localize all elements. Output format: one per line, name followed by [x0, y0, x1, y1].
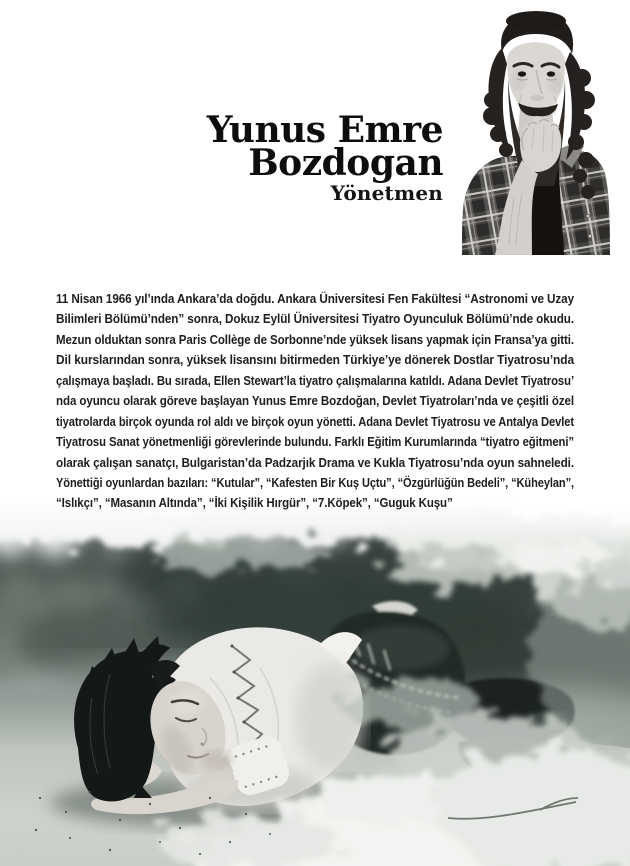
bio-line: “Islıkçı”, “Masanın Altında”, “İki Kişilik Hırgür”, “7.Köpek”, “Guguk Kuşu” [56, 495, 453, 511]
portrait-illustration [462, 8, 610, 255]
bio-line: olarak çalışan sanatçı, Bulgaristan’da Padzarjık Drama ve Kukla Tiyatrosu’nda oyun sahneledi. [56, 454, 574, 470]
bio-line: tiyatrolarda birçok oyunda rol aldı ve birçok oyun yönetti. Adana Devlet Tiyatrosu ve Antalya Devlet [56, 413, 574, 429]
bio-line: Yönettiği oyunlardan bazıları: “Kutular”, “Kafesten Bir Kuş Uçtu”, “Özgürlüğün Bedeli”, “Küheylan”, [56, 474, 574, 490]
title-block [206, 109, 443, 205]
portrait-photo [462, 8, 610, 255]
bio-line: nda oyuncu olarak göreve başlayan Yunus Emre Bozdoğan, Devlet Tiyatroları’nda ve çeşitli özel [56, 393, 574, 409]
page-title-line1: Yunus Emre [206, 109, 443, 151]
bio-line: Dil kurslarından sonra, yüksek lisansını bitirmeden Türkiye’ye dönerek Dostlar Tiyatrosu’nda [56, 352, 574, 368]
role-subtitle: Yönetmen [330, 181, 443, 205]
bio-line: Bilimleri Bölümü’nden” sonra, Dokuz Eylül Üniversitesi Tiyatro Oyunculuk Bölümü’nde okudu. [56, 311, 574, 327]
bio-line: Mezun olduktan sonra Paris Collège de Sorbonne’nde yüksek lisans yapmak için Fransa’ya gitti. [56, 331, 574, 347]
bio-line: çalışmaya başladı. Bu sırada, Ellen Stewart’la tiyatro çalışmalarına katıldı. Adana Devlet Tiyatrosu’ [56, 372, 574, 388]
page-title-line2: Bozdogan [248, 142, 443, 184]
bio-line: Tiyatrosu Sanat yönetmenliği görevlerinde bulundu. Farklı Eğitim Kurumlarında “tiyatro eğitmeni” [56, 434, 574, 450]
bio-paragraph [56, 289, 574, 514]
bio-line: 11 Nisan 1966 yıl’ında Ankara’da doğdu. Ankara Üniversitesi Fen Fakültesi “Astronomi ve Uzay [56, 291, 574, 306]
scene-illustration [0, 498, 630, 866]
scene-photo [0, 498, 630, 866]
